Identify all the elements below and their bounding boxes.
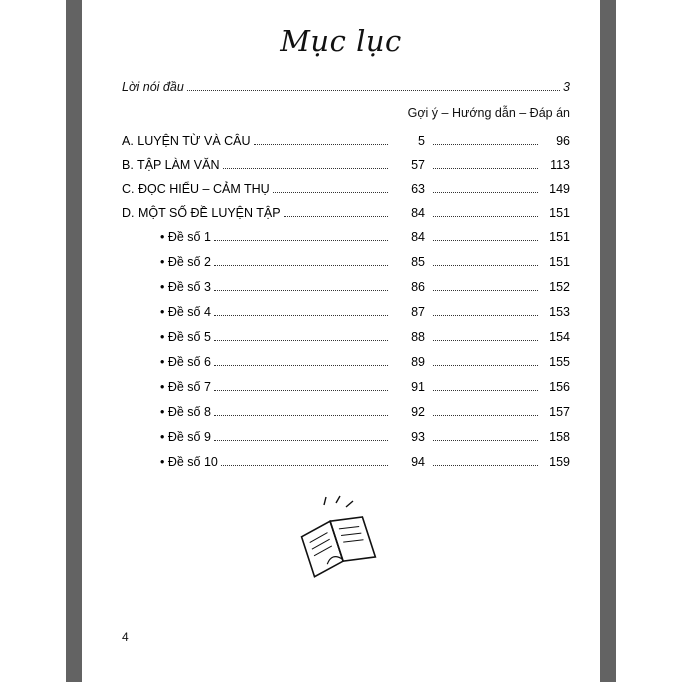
page-content	[82, 0, 600, 682]
section-page: 84	[411, 206, 425, 220]
item-answer-page: 156	[549, 380, 570, 394]
toc-item-8[interactable]	[122, 405, 570, 419]
item-page: 94	[411, 455, 425, 469]
section-page: 57	[411, 158, 425, 172]
toc-row-section-c[interactable]	[122, 182, 570, 196]
dot-leader-answer	[433, 389, 538, 391]
section-label: C. ĐỌC HIỂU – CẢM THỤ	[122, 182, 270, 196]
toc-item-5[interactable]	[122, 330, 570, 344]
dot-leader	[284, 215, 388, 217]
item-label: • Đề số 1	[160, 230, 211, 244]
toc-item-7[interactable]	[122, 380, 570, 394]
item-page: 86	[411, 280, 425, 294]
dot-leader-answer	[433, 314, 538, 316]
dot-leader	[223, 167, 389, 169]
toc-row-section-b[interactable]	[122, 158, 570, 172]
toc-item-10[interactable]	[122, 455, 570, 469]
preface-page: 3	[563, 80, 570, 94]
toc-row-section-a[interactable]	[122, 134, 570, 148]
guide-column-header: Gợi ý – Hướng dẫn – Đáp án	[407, 106, 570, 120]
section-answer-page: 113	[550, 158, 570, 172]
dot-leader	[214, 389, 388, 391]
dot-leader	[273, 191, 388, 193]
dot-leader-answer	[433, 215, 538, 217]
item-label: • Đề số 9	[160, 430, 211, 444]
toc-item-9[interactable]	[122, 430, 570, 444]
book-gutter-left	[66, 0, 82, 682]
item-answer-page: 151	[549, 230, 570, 244]
item-page: 89	[411, 355, 425, 369]
dot-leader-answer	[433, 439, 538, 441]
item-answer-page: 152	[549, 280, 570, 294]
toc-item-3[interactable]	[122, 280, 570, 294]
section-answer-page: 151	[549, 206, 570, 220]
item-page: 93	[411, 430, 425, 444]
item-page: 91	[411, 380, 425, 394]
section-page: 63	[411, 182, 425, 196]
section-answer-page: 96	[556, 134, 570, 148]
item-answer-page: 155	[549, 355, 570, 369]
dot-leader	[214, 264, 388, 266]
dot-leader-answer	[433, 364, 538, 366]
item-page: 84	[411, 230, 425, 244]
item-page: 88	[411, 330, 425, 344]
toc-item-2[interactable]	[122, 255, 570, 269]
page-title: Mục lục	[280, 24, 402, 58]
dot-leader	[214, 314, 388, 316]
book-gutter-right	[600, 0, 616, 682]
folio-page-number: 4	[122, 630, 129, 644]
item-answer-page: 151	[549, 255, 570, 269]
dot-leader	[214, 414, 388, 416]
dot-leader-answer	[433, 191, 538, 193]
dot-leader	[214, 339, 388, 341]
page-edge-right	[616, 0, 682, 682]
dot-leader	[214, 239, 388, 241]
item-answer-page: 159	[549, 455, 570, 469]
dot-leader-answer	[433, 143, 538, 145]
toc-row-section-d[interactable]	[122, 206, 570, 220]
item-label: • Đề số 6	[160, 355, 211, 369]
dot-leader	[214, 439, 388, 441]
item-page: 85	[411, 255, 425, 269]
open-book-icon	[286, 495, 396, 585]
item-label: • Đề số 5	[160, 330, 211, 344]
item-label: • Đề số 2	[160, 255, 211, 269]
section-label: D. MỘT SỐ ĐỀ LUYỆN TẬP	[122, 206, 281, 220]
dot-leader-answer	[433, 264, 538, 266]
toc-item-4[interactable]	[122, 305, 570, 319]
item-label: • Đề số 3	[160, 280, 211, 294]
dot-leader	[221, 464, 388, 466]
dot-leader-answer	[433, 464, 538, 466]
dot-leader	[214, 364, 388, 366]
dot-leader	[214, 289, 388, 291]
item-label: • Đề số 4	[160, 305, 211, 319]
page-edge-left	[0, 0, 66, 682]
section-answer-page: 149	[549, 182, 570, 196]
preface-label: Lời nói đầu	[122, 80, 184, 94]
decorative-illustration	[82, 495, 600, 585]
dot-leader-answer	[433, 289, 538, 291]
dot-leader-answer	[433, 414, 538, 416]
item-answer-page: 158	[549, 430, 570, 444]
dot-leader-answer	[433, 339, 538, 341]
item-page: 92	[411, 405, 425, 419]
toc-item-6[interactable]	[122, 355, 570, 369]
section-page: 5	[418, 134, 425, 148]
dot-leader-answer	[433, 239, 538, 241]
section-label: A. LUYỆN TỪ VÀ CÂU	[122, 134, 251, 148]
item-label: • Đề số 10	[160, 455, 218, 469]
item-answer-page: 157	[549, 405, 570, 419]
item-label: • Đề số 8	[160, 405, 211, 419]
item-label: • Đề số 7	[160, 380, 211, 394]
table-of-contents	[82, 80, 600, 469]
item-answer-page: 153	[549, 305, 570, 319]
dot-leader	[254, 143, 388, 145]
dot-leader	[187, 89, 560, 91]
section-label: B. TẬP LÀM VĂN	[122, 158, 220, 172]
toc-row-preface[interactable]	[122, 80, 570, 94]
toc-item-1[interactable]	[122, 230, 570, 244]
item-answer-page: 154	[549, 330, 570, 344]
dot-leader-answer	[433, 167, 538, 169]
item-page: 87	[411, 305, 425, 319]
